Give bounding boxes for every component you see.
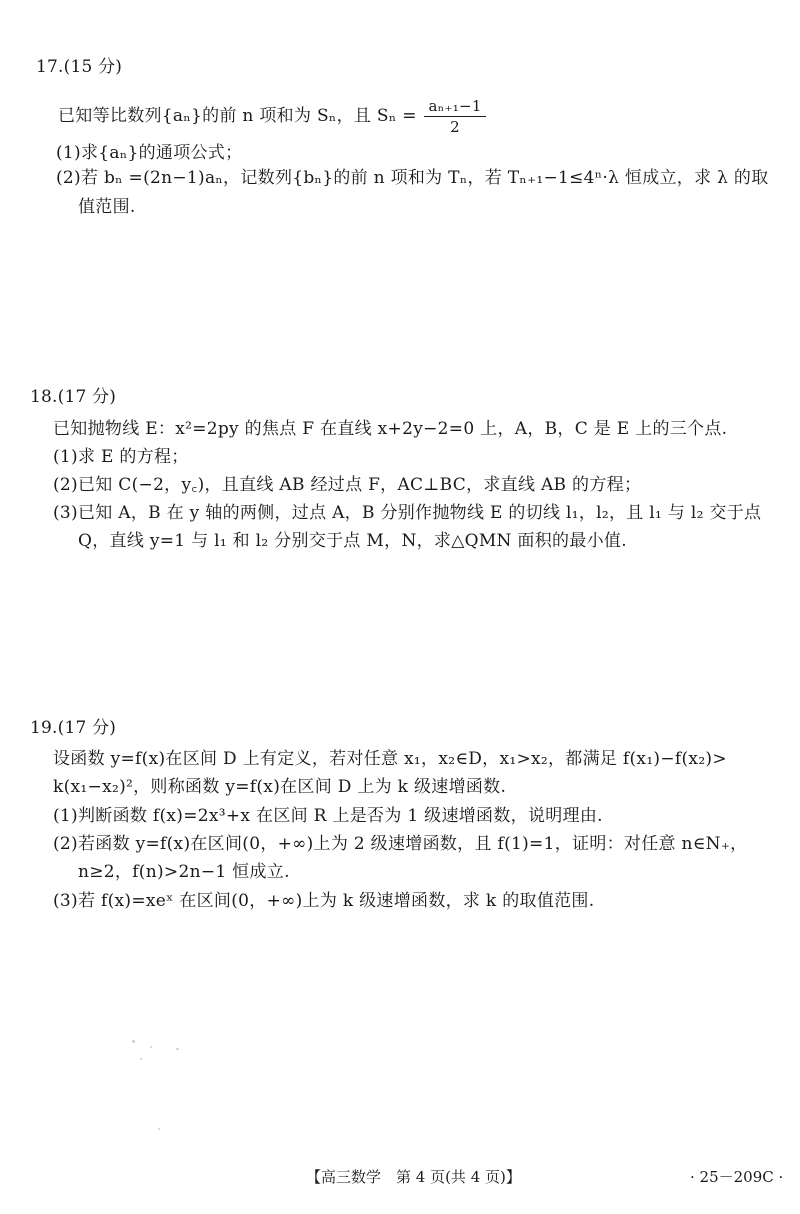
subquestion-2-continued: n≥2，f(n)>2n−1 恒成立. — [78, 862, 290, 882]
scan-speck — [158, 1128, 160, 1130]
subquestion-1: (1)判断函数 f(x)=2x³+x 在区间 R 上是否为 1 级速增函数，说明理由. — [53, 806, 603, 826]
fraction-denominator: 2 — [450, 118, 461, 136]
problem-statement: 已知抛物线 E：x²=2py 的焦点 F 在直线 x+2y−2=0 上，A，B，C 是 E 上的三个点. — [53, 419, 728, 439]
problem-statement-continued: k(x₁−x₂)²，则称函数 y=f(x)在区间 D 上为 k 级速增函数. — [53, 777, 507, 797]
scan-speck — [132, 1040, 135, 1043]
problem-statement: 设函数 y=f(x)在区间 D 上有定义，若对任意 x₁，x₂∈D，x₁>x₂，都满足 f(x₁)−f(x₂)> — [53, 749, 727, 769]
problem-statement — [58, 97, 486, 136]
scan-speck — [150, 1046, 152, 1048]
subquestion-2: (2)若函数 y=f(x)在区间(0，+∞)上为 2 级速增函数，且 f(1)=1，证明：对任意 n∈N₊， — [53, 834, 748, 854]
scan-speck — [176, 1048, 179, 1050]
paper-code: · 25－209C · — [690, 1168, 784, 1186]
subquestion-3: (3)已知 A，B 在 y 轴的两侧，过点 A，B 分别作抛物线 E 的切线 l₁，l₂，且 l₁ 与 l₂ 交于点 — [53, 503, 762, 523]
subquestion-3-continued: Q，直线 y=1 与 l₁ 和 l₂ 分别交于点 M，N，求△QMN 面积的最小值. — [78, 531, 627, 551]
subquestion-1: (1)求 E 的方程； — [53, 447, 189, 467]
scan-speck — [140, 1058, 142, 1060]
subquestion-2: (2)已知 C(−2，y꜀)，且直线 AB 经过点 F，AC⊥BC，求直线 AB 的方程； — [53, 475, 642, 495]
subquestion-2: (2)若 bₙ =(2n−1)aₙ，记数列{bₙ}的前 n 项和为 Tₙ，若 Tₙ₊₁−1≤4ⁿ·λ 恒成立，求 λ 的取 — [56, 168, 769, 188]
fraction-numerator: aₙ₊₁−1 — [424, 97, 485, 117]
problem-number: 17.(15 分) — [36, 57, 123, 77]
subquestion-2-continued: 值范围. — [78, 197, 136, 217]
subquestion-1: (1)求{aₙ}的通项公式； — [56, 143, 243, 163]
problem-number: 19.(17 分) — [30, 718, 117, 738]
statement-text: 已知等比数列{aₙ}的前 n 项和为 Sₙ，且 Sₙ = — [58, 106, 417, 126]
page-footer: 【高三数学 第 4 页(共 4 页)】 — [306, 1168, 521, 1186]
fraction — [424, 97, 485, 136]
subquestion-3: (3)若 f(x)=xeˣ 在区间(0，+∞)上为 k 级速增函数，求 k 的取值范围. — [53, 891, 595, 911]
problem-number: 18.(17 分) — [30, 387, 117, 407]
